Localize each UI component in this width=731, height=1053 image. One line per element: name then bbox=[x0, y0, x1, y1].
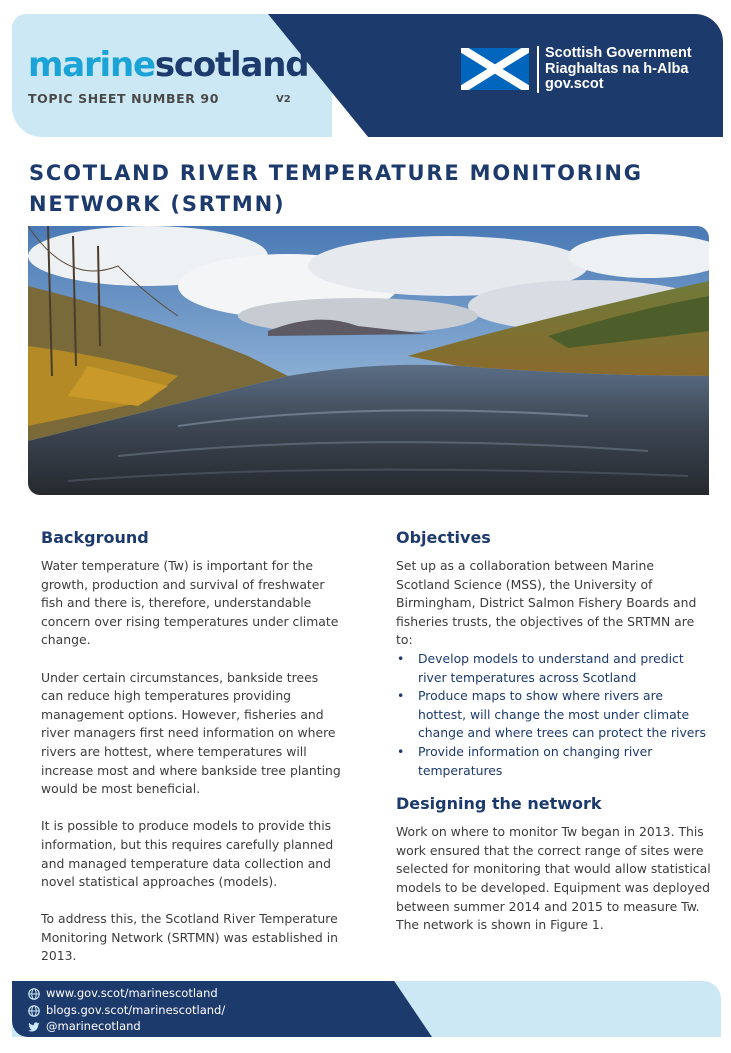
scottish-government-logo bbox=[545, 46, 692, 93]
objective-item: • Provide information on changing river temperatures bbox=[396, 743, 711, 780]
page-title-line2: NETWORK (SRTMN) bbox=[29, 192, 286, 216]
footer-website-link[interactable] bbox=[28, 985, 218, 1002]
topic-sheet-number: TOPIC SHEET NUMBER 90 bbox=[28, 91, 219, 106]
twitter-bird-icon bbox=[28, 1021, 40, 1033]
page-title-line1: SCOTLAND RIVER TEMPERATURE MONITORING bbox=[29, 161, 643, 185]
objective-item: • Produce maps to show where rivers are hottest, will change the most under climate change and where trees can protect the rivers bbox=[396, 687, 711, 743]
page-title bbox=[29, 158, 709, 220]
objective-item: • Develop models to understand and predict river temperatures across Scotland bbox=[396, 650, 711, 687]
background-section bbox=[41, 528, 341, 985]
background-paragraph-2: Under certain circumstances, bankside trees can reduce high temperatures providing management options. However, fisheries and river managers first need information on where rivers are hottest, where temperatures will increase most and where bankside tree planting would be most beneficial. bbox=[41, 669, 341, 797]
gov-name-english: Scottish Government bbox=[545, 45, 692, 61]
river-landscape-image bbox=[28, 226, 709, 495]
footer-blog-text: blogs.gov.scot/marinescotland/ bbox=[46, 1003, 226, 1017]
globe-icon bbox=[28, 1005, 40, 1017]
logo-scotland-text: scotland bbox=[154, 45, 309, 85]
footer-website-text: www.gov.scot/marinescotland bbox=[46, 986, 218, 1000]
footer-blog-link[interactable] bbox=[28, 1002, 225, 1019]
footer-twitter-text: @marinecotland bbox=[46, 1019, 141, 1033]
objectives-list bbox=[396, 650, 711, 780]
designing-heading: Designing the network bbox=[396, 794, 602, 814]
objectives-section bbox=[396, 528, 711, 935]
background-paragraph-1: Water temperature (Tw) is important for the growth, production and survival of freshwater fish and there is, therefore, understandable concern over rising temperatures under climate change. bbox=[41, 558, 339, 648]
version-label: V2 bbox=[276, 94, 291, 105]
river-landscape-photo bbox=[28, 226, 709, 495]
objectives-intro: Set up as a collaboration between Marine Scotland Science (MSS), the University of Birmingham, District Salmon Fishery Boards and fisheries trusts, the objectives of the SRTMN are to: bbox=[396, 558, 697, 648]
designing-paragraph: Work on where to monitor Tw began in 2013. This work ensured that the correct range of sites were selected for monitoring that would allow statistical models to be developed. Equipment was deployed between summer 2014 and 2015 to measure Tw. The network is shown in Figure 1. bbox=[396, 824, 711, 933]
gov-logo-divider bbox=[537, 46, 539, 93]
background-heading: Background bbox=[41, 528, 149, 547]
globe-icon bbox=[28, 988, 40, 1000]
gov-url: gov.scot bbox=[545, 76, 604, 92]
background-paragraph-3: It is possible to produce models to provide this information, but this requires carefully planned and managed temperature data collection and novel statistical approaches (models). bbox=[41, 818, 334, 890]
marine-scotland-logo bbox=[28, 45, 309, 85]
background-paragraph-4: To address this, the Scotland River Temperature Monitoring Network (SRTMN) was established in 2013. bbox=[41, 911, 339, 964]
saltire-flag-icon bbox=[461, 48, 529, 90]
objectives-heading: Objectives bbox=[396, 528, 491, 547]
footer-twitter-link[interactable] bbox=[28, 1018, 141, 1035]
logo-marine-text: marine bbox=[28, 45, 155, 85]
gov-name-gaelic: Riaghaltas na h-Alba bbox=[545, 60, 689, 77]
